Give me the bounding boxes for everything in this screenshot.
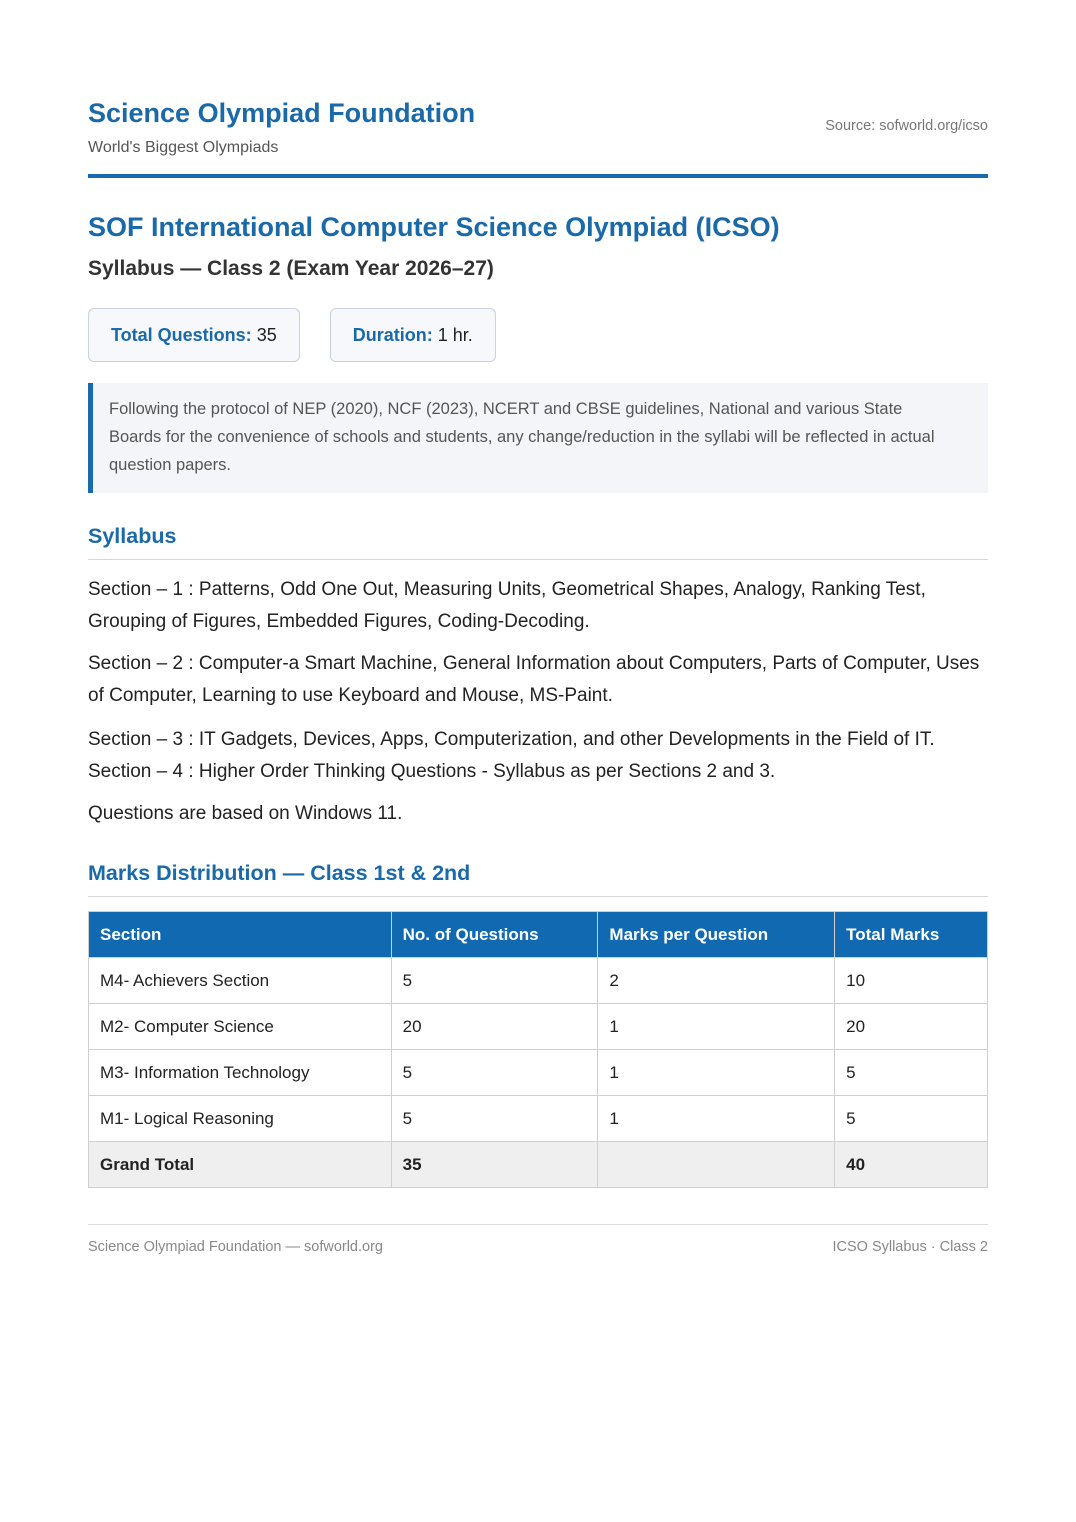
info-badges bbox=[88, 308, 988, 362]
syllabus-section-2: Section – 2 : Computer-a Smart Machine, General Information about Computers, Parts of Computer, Uses of Computer, Learning to use Keyboard and Mouse, MS-Paint. bbox=[88, 653, 980, 706]
column-header-marks-per-question: Marks per Question bbox=[598, 912, 835, 958]
org-name: Science Olympiad Foundation bbox=[88, 98, 476, 128]
duration-label: Duration: bbox=[352, 325, 433, 345]
table-cell: 5 bbox=[835, 1096, 988, 1142]
column-header-total-marks: Total Marks bbox=[835, 912, 988, 958]
syllabus-os-note: Questions are based on Windows 11. bbox=[88, 803, 403, 824]
page-header bbox=[88, 96, 988, 178]
table-cell: 5 bbox=[391, 958, 598, 1004]
table-cell: 20 bbox=[391, 1004, 598, 1050]
table-cell: 5 bbox=[835, 1050, 988, 1096]
table-cell: M3- Information Technology bbox=[89, 1050, 392, 1096]
document-title: SOF International Computer Science Olympiad (ICSO) bbox=[88, 212, 780, 242]
table-row bbox=[89, 1096, 988, 1142]
table-cell: M2- Computer Science bbox=[89, 1004, 392, 1050]
marks-heading: Marks Distribution — Class 1st & 2nd bbox=[88, 860, 988, 897]
table-cell: M1- Logical Reasoning bbox=[89, 1096, 392, 1142]
grand-total-questions: 35 bbox=[391, 1142, 598, 1188]
syllabus-section-3-4: Section – 3 : IT Gadgets, Devices, Apps, Computerization, and other Developments in the Field of IT. Section – 4 : Higher Order Thinking Questions - Syllabus as per Sections 2 and 3. bbox=[88, 729, 935, 782]
page-content bbox=[88, 96, 988, 1265]
guidelines-note: Following the protocol of NEP (2020), NCF (2023), NCERT and CBSE guidelines, National and various State Boards for the convenience of schools and students, any change/reduction in the syllabi will be reflected in actual question papers. bbox=[88, 383, 988, 493]
total-questions-badge bbox=[88, 308, 300, 362]
total-questions-value: 35 bbox=[256, 325, 277, 345]
table-cell: 5 bbox=[391, 1096, 598, 1142]
syllabus-heading: Syllabus bbox=[88, 523, 988, 560]
grand-total-marks: 40 bbox=[835, 1142, 988, 1188]
duration-badge bbox=[330, 308, 496, 362]
syllabus-section-1: Section – 1 : Patterns, Odd One Out, Measuring Units, Geometrical Shapes, Analogy, Ranking Test, Grouping of Figures, Embedded Figures, Coding-Decoding. bbox=[88, 579, 926, 632]
column-header-questions: No. of Questions bbox=[391, 912, 598, 958]
table-cell: 1 bbox=[598, 1096, 835, 1142]
source-label: Source: sofworld.org/icso bbox=[825, 118, 988, 134]
duration-value: 1 hr. bbox=[437, 325, 473, 345]
table-cell: 1 bbox=[598, 1050, 835, 1096]
grand-total-row bbox=[89, 1142, 988, 1188]
table-row bbox=[89, 1050, 988, 1096]
grand-total-label: Grand Total bbox=[89, 1142, 392, 1188]
footer-right-text: ICSO Syllabus · Class 2 bbox=[832, 1239, 988, 1255]
marks-table bbox=[88, 911, 988, 1188]
footer-left-text: Science Olympiad Foundation — sofworld.org bbox=[88, 1239, 383, 1255]
page-footer bbox=[88, 1224, 988, 1265]
column-header-section: Section bbox=[89, 912, 392, 958]
grand-total-empty-cell bbox=[598, 1142, 835, 1188]
document-subtitle: Syllabus — Class 2 (Exam Year 2026–27) bbox=[88, 257, 494, 280]
total-questions-label: Total Questions: bbox=[111, 325, 252, 345]
org-tagline: World's Biggest Olympiads bbox=[88, 139, 279, 156]
table-header-row bbox=[89, 912, 988, 958]
table-cell: 5 bbox=[391, 1050, 598, 1096]
table-cell: 10 bbox=[835, 958, 988, 1004]
table-cell: 2 bbox=[598, 958, 835, 1004]
table-cell: M4- Achievers Section bbox=[89, 958, 392, 1004]
table-row bbox=[89, 1004, 988, 1050]
table-row bbox=[89, 958, 988, 1004]
table-cell: 20 bbox=[835, 1004, 988, 1050]
table-cell: 1 bbox=[598, 1004, 835, 1050]
syllabus-body bbox=[88, 574, 988, 830]
